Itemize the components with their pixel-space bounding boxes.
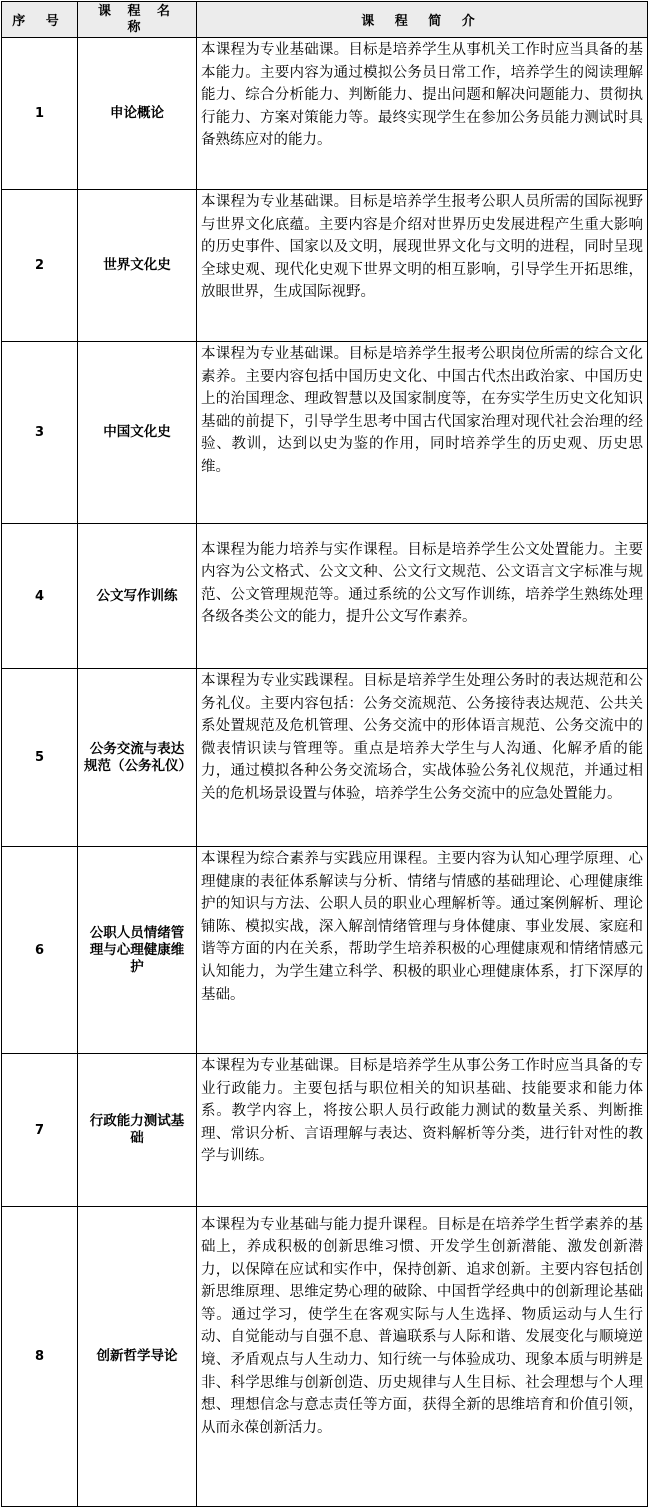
table-row: [2, 342, 648, 524]
course-name: 申论概论: [78, 38, 197, 190]
row-index: 7: [2, 1054, 78, 1207]
course-intro-text: 本课程为专业实践课程。目标是培养学生处理公务时的表达规范和公务礼仪。主要内容包括：公务交流规范、公务接待表达规范、公共关系处置规范及危机管理、公务交流中的形体语言规范、公务交流中的微表情识读与管理等。重点是培养大学生与人沟通、化解矛盾的能力，通过模拟各种公务交流场合，实战体验公务礼仪规范，并通过相关的危机场景设置与体验，培养学生公务交流中的应急处置能力。: [201, 673, 643, 802]
table-row: [2, 1207, 648, 1507]
table-row: [2, 1054, 648, 1207]
course-table: [1, 1, 648, 1507]
course-intro-text: 本课程为能力培养与实作课程。目标是培养学生公文处置能力。主要内容为公文格式、公文文种、公文行文规范、公文语言文字标准与规范、公文管理规范等。通过系统的公文写作训练，培养学生熟练处理各级各类公文的能力，提升公文写作素养。: [201, 541, 643, 626]
course-intro: [197, 342, 648, 524]
course-name: 公务交流与表达规范（公务礼仪）: [78, 669, 197, 847]
course-intro: [197, 190, 648, 342]
course-name: 世界文化史: [78, 190, 197, 342]
course-intro-text: 本课程为专业基础课。目标是培养学生从事机关工作时应当具备的基本能力。主要内容为通过模拟公务员日常工作，培养学生的阅读理解能力、综合分析能力、判断能力、提出问题和解决问题能力、贯彻执行能力、方案对策能力等。最终实现学生在参加公务员能力测试时具备熟练应对的能力。: [201, 42, 643, 149]
row-index: 2: [2, 190, 78, 342]
course-intro-text: 本课程为专业基础与能力提升课程。目标是在培养学生哲学素养的基础上，养成积极的创新思维习惯、开发学生创新潜能、激发创新潜力，以保障在应试和实作中，保持创新、追求创新。主要内容包括创新思维原理、思维定势心理的破除、中国哲学经典中的创新理论基础等。通过学习，使学生在客观实际与人生选择、物质运动与人生行动、自觉能动与自强不息、普遍联系与人际和谐、发展变化与顺境逆境、矛盾观点与人生动力、知行统一与体验成功、现象本质与明辨是非、科学思维与创新创造、历史规律与人生目标、社会理想与个人理想、理想信念与意志责任等方面，获得全新的思维培育和价值引领，从而永葆创新活力。: [201, 1216, 643, 1436]
course-intro-text: 本课程为综合素养与实践应用课程。主要内容为认知心理学原理、心理健康的表征体系解读与分析、情绪与情感的基础理论、心理健康维护的知识与方法、公职人员的职业心理解析等。通过案例解析、理论铺陈、模拟实战，深入解剖情绪管理与身体健康、事业发展、家庭和谐等方面的内在关系，帮助学生培养积极的心理健康观和情绪情感元认知能力，为学生建立科学、积极的职业心理健康体系，打下深厚的基础。: [201, 851, 643, 1003]
course-name: 公职人员情绪管理与心理健康维护: [78, 847, 197, 1054]
course-name: 中国文化史: [78, 342, 197, 524]
table-row: [2, 524, 648, 669]
course-intro: [197, 38, 648, 190]
course-intro: [197, 669, 648, 847]
row-index: 6: [2, 847, 78, 1054]
course-name: 行政能力测试基础: [78, 1054, 197, 1207]
row-index: 4: [2, 524, 78, 669]
header-course-name: 课 程 名 称: [78, 2, 197, 38]
course-intro: [197, 1207, 648, 1507]
row-index: 1: [2, 38, 78, 190]
course-intro: [197, 847, 648, 1054]
course-name: 公文写作训练: [78, 524, 197, 669]
course-name: 创新哲学导论: [78, 1207, 197, 1507]
course-intro-text: 本课程为专业基础课。目标是培养学生从事公务工作时应当具备的专业行政能力。主要包括与职位相关的知识基础、技能要求和能力体系。教学内容上，将按公职人员行政能力测试的数量关系、判断推理、常识分析、言语理解与表达、资料解析等分类，进行针对性的教学与训练。: [201, 1058, 643, 1165]
header-row: [2, 2, 648, 38]
table-row: [2, 38, 648, 190]
header-index: 序 号: [2, 2, 78, 38]
header-course-intro: 课 程 简 介: [197, 2, 648, 38]
row-index: 8: [2, 1207, 78, 1507]
table-row: [2, 190, 648, 342]
row-index: 3: [2, 342, 78, 524]
table-row: [2, 847, 648, 1054]
course-intro-text: 本课程为专业基础课。目标是培养学生报考公职人员所需的国际视野与世界文化底蕴。主要内容是介绍对世界历史发展进程产生重大影响的历史事件、国家以及文明，展现世界文化与文明的进程，同时呈现全球史观、现代化史观下世界文明的相互影响，引导学生开拓思维，放眼世界，生成国际视野。: [201, 194, 643, 301]
row-index: 5: [2, 669, 78, 847]
course-intro: [197, 1054, 648, 1207]
table-row: [2, 669, 648, 847]
course-intro-text: 本课程为专业基础课。目标是培养学生报考公职岗位所需的综合文化素养。主要内容包括中国历史文化、中国古代杰出政治家、中国历史上的治国理念、理政智慧以及国家制度等，在夯实学生历史文化知识基础的前提下，引导学生思考中国古代国家治理对现代社会治理的经验、教训，达到以史为鉴的作用，同时培养学生的历史观、历史思维。: [201, 346, 643, 475]
course-intro: [197, 524, 648, 669]
